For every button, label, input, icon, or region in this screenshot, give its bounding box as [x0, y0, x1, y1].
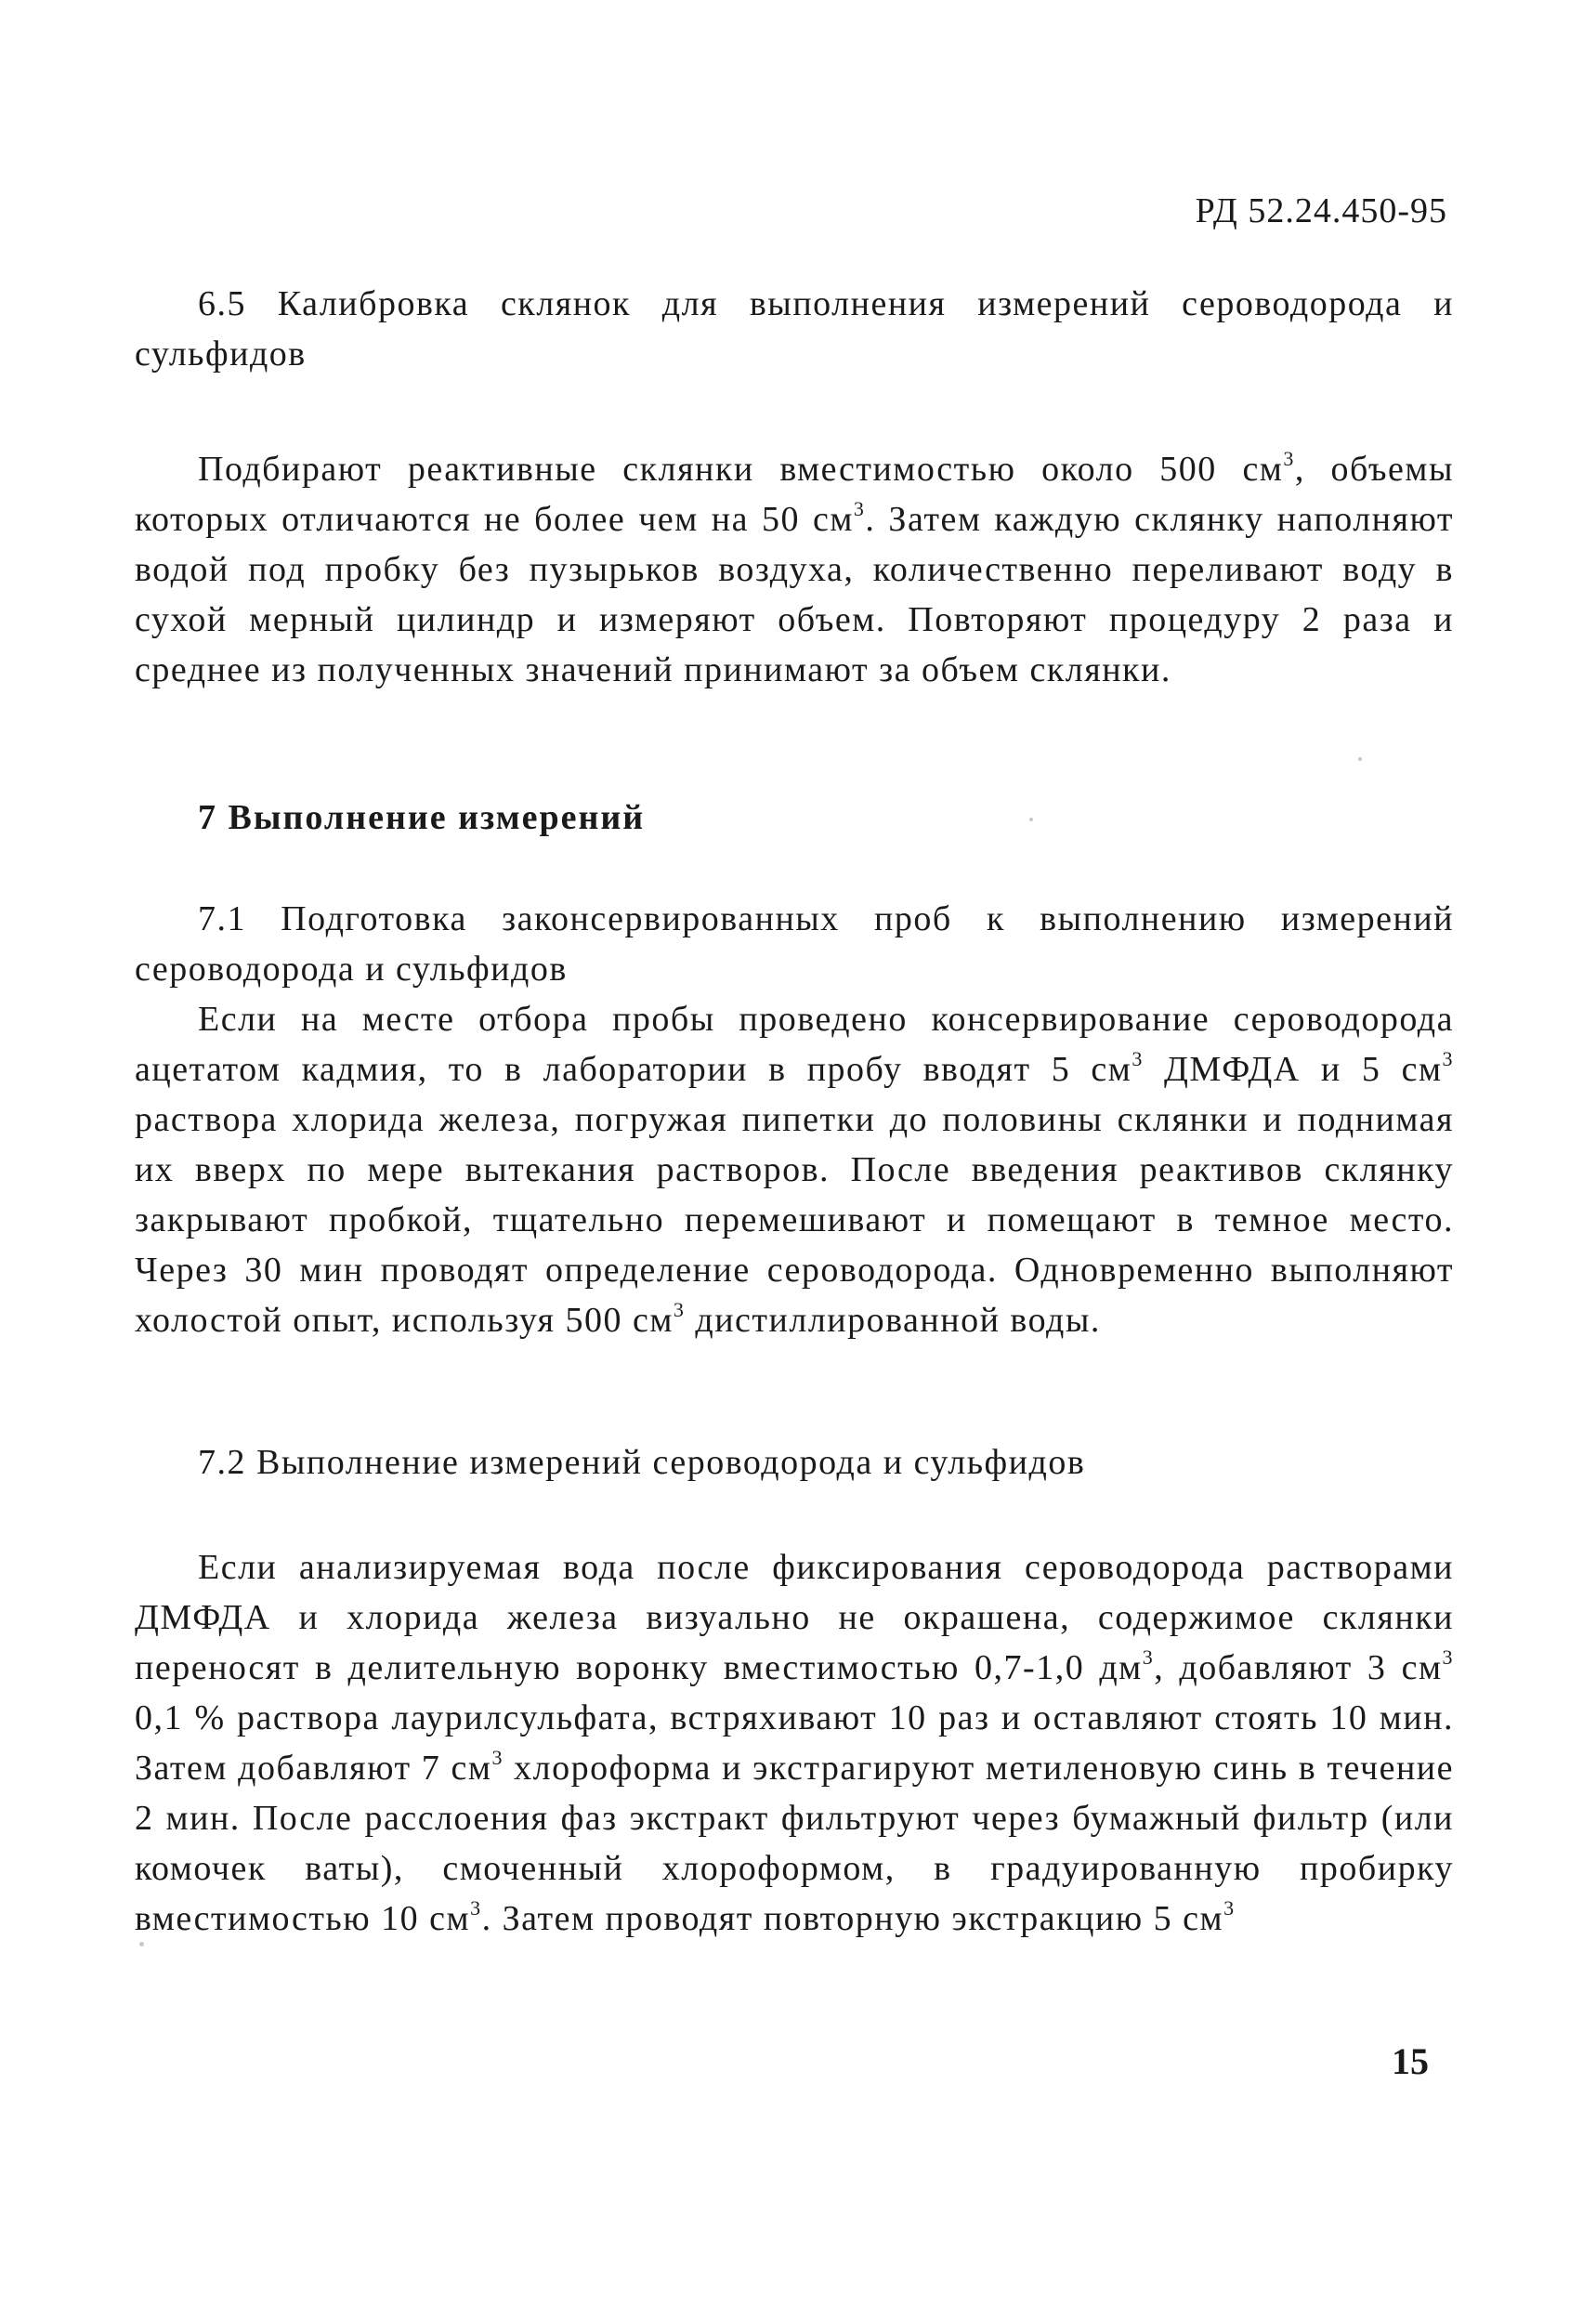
- text-run: дистиллированной воды.: [685, 1301, 1101, 1340]
- superscript: 3: [1442, 1047, 1454, 1070]
- superscript: 3: [491, 1746, 504, 1769]
- superscript: 3: [1132, 1047, 1144, 1070]
- section-7-2-body: [135, 1542, 1454, 1944]
- scan-speck: [1029, 818, 1033, 821]
- superscript: 3: [1283, 447, 1295, 470]
- superscript: 3: [470, 1896, 482, 1920]
- section-6-5-title: 6.5 Калибровка склянок для выполнения измерений сероводорода и сульфидов: [135, 284, 1454, 374]
- text-run: , добавляют 3 см: [1154, 1648, 1443, 1687]
- section-7-1-paragraph: [135, 994, 1454, 1345]
- text-run: , объемы которых отличаются не более чем на 50 см: [135, 450, 1454, 539]
- section-7-1-title: 7.1 Подготовка законсервированных проб к выполнению измерений сероводорода и сульфидов: [135, 899, 1454, 989]
- text-run: хлороформа и экстрагируют метиленовую синь в течение 2 мин. После расслоения фаз экстракт фильтруют через бумажный фильтр (или комочек ваты), смоченный хлороформом, в градуированную пробирку вместимостью 10 см: [135, 1749, 1454, 1938]
- page-number: 15: [1392, 2040, 1429, 2082]
- scan-speck: [139, 1942, 144, 1946]
- document-code: РД 52.24.450-95: [1195, 191, 1447, 230]
- section-6-5: [135, 279, 1454, 379]
- superscript: 3: [1142, 1645, 1155, 1669]
- section-7: [135, 797, 1454, 838]
- section-6-5-body: [135, 444, 1454, 695]
- superscript: 3: [673, 1298, 686, 1321]
- superscript: 3: [1442, 1645, 1454, 1669]
- scan-speck: [1358, 757, 1362, 761]
- text-run: . Затем проводят повторную экстракцию 5 см: [481, 1899, 1224, 1938]
- superscript: 3: [853, 497, 866, 520]
- section-7-title: 7 Выполнение измерений: [198, 798, 646, 837]
- section-7-1: [135, 894, 1454, 1345]
- section-7-2-paragraph: [135, 1542, 1454, 1944]
- section-7-2: [135, 1437, 1454, 1488]
- section-6-5-paragraph: [135, 444, 1454, 695]
- text-run: . Затем каждую склянку наполняют водой под пробку без пузырьков воздуха, количественно переливают воду в сухой мерный цилиндр и измеряют объем. Повторяют процедуру 2 раза и среднее из полученных значений принимают за объем склянки.: [135, 500, 1454, 689]
- text-run: раствора хлорида железа, погружая пипетки до половины склянки и поднимая их вверх по мере вытекания растворов. После введения реактивов склянку закрывают пробкой, тщательно перемешивают и помещают в темное место. Через 30 мин проводят определение сероводорода. Одновременно выполняют холостой опыт, используя 500 см: [135, 1100, 1454, 1340]
- superscript: 3: [1223, 1896, 1236, 1920]
- text-run: ДМФДА и 5 см: [1143, 1050, 1443, 1089]
- section-7-2-title: 7.2 Выполнение измерений сероводорода и сульфидов: [198, 1443, 1086, 1482]
- text-run: Если анализируемая вода после фиксирования сероводорода растворами ДМФДА и хлорида железа визуально не окрашена, содержимое склянки переносят в делительную воронку вместимостью 0,7-1,0 дм: [135, 1548, 1454, 1687]
- text-run: Подбирают реактивные склянки вместимостью около 500 см: [198, 450, 1284, 489]
- text-run: Если на месте отбора пробы проведено консервирование сероводорода ацетатом кадмия, то в лаборатории в пробу вводят 5 см: [135, 1000, 1454, 1089]
- text-run: 0,1 % раствора лаурилсульфата, встряхивают 10 раз и оставляют стоять 10 мин. Затем добавляют 7 см: [135, 1698, 1454, 1788]
